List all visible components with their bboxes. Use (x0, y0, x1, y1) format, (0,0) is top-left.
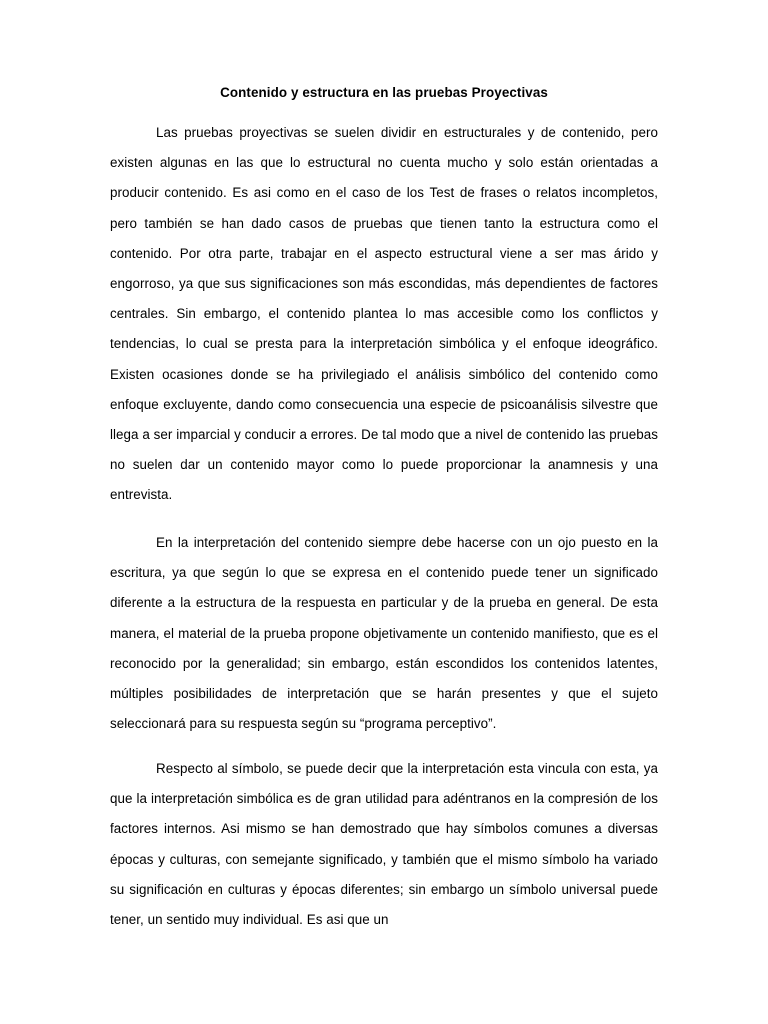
document-title: Contenido y estructura en las pruebas Proyectivas (220, 85, 548, 100)
paragraph-3: Respecto al símbolo, se puede decir que la interpretación esta vincula con esta, ya que la interpretación simbólica es de gran utilidad para adéntranos en la compresión de los factores internos. Asi mismo se han demostrado que hay símbolos comunes a diversas épocas y culturas, con semejante significado, y también que el mismo símbolo ha variado su significación en culturas y épocas diferentes; sin embargo un símbolo universal puede tener, un sentido muy individual. Es asi que un (110, 761, 658, 928)
paragraph-1: Las pruebas proyectivas se suelen dividir en estructurales y de contenido, pero existen algunas en las que lo estructural no cuenta mucho y solo están orientadas a producir contenido. Es asi como en el caso de los Test de frases o relatos incompletos, pero también se han dado casos de pruebas que tienen tanto la estructura como el contenido. Por otra parte, trabajar en el aspecto estructural viene a ser mas árido y engorroso, ya que sus significaciones son más escondidas, más dependientes de factores centrales. Sin embargo, el contenido plantea lo mas accesible como los conflictos y tendencias, lo cual se presta para la interpretación simbólica y el enfoque ideográfico. Existen ocasiones donde se ha privilegiado el análisis simbólico del contenido como enfoque excluyente, dando como consecuencia una especie de psicoanálisis silvestre que llega a ser imparcial y conducir a errores. De tal modo que a nivel de contenido las pruebas no suelen dar un contenido mayor como lo puede proporcionar la anamnesis y una entrevista. (110, 125, 658, 503)
paragraph-2: En la interpretación del contenido siempre debe hacerse con un ojo puesto en la escritura, ya que según lo que se expresa en el contenido puede tener un significado diferente a la estructura de la respuesta en particular y de la prueba en general. De esta manera, el material de la prueba propone objetivamente un contenido manifiesto, que es el reconocido por la generalidad; sin embargo, están escondidos los contenidos latentes, múltiples posibilidades de interpretación que se harán presentes y que el sujeto seleccionará para su respuesta según su “programa perceptivo”. (110, 535, 658, 732)
